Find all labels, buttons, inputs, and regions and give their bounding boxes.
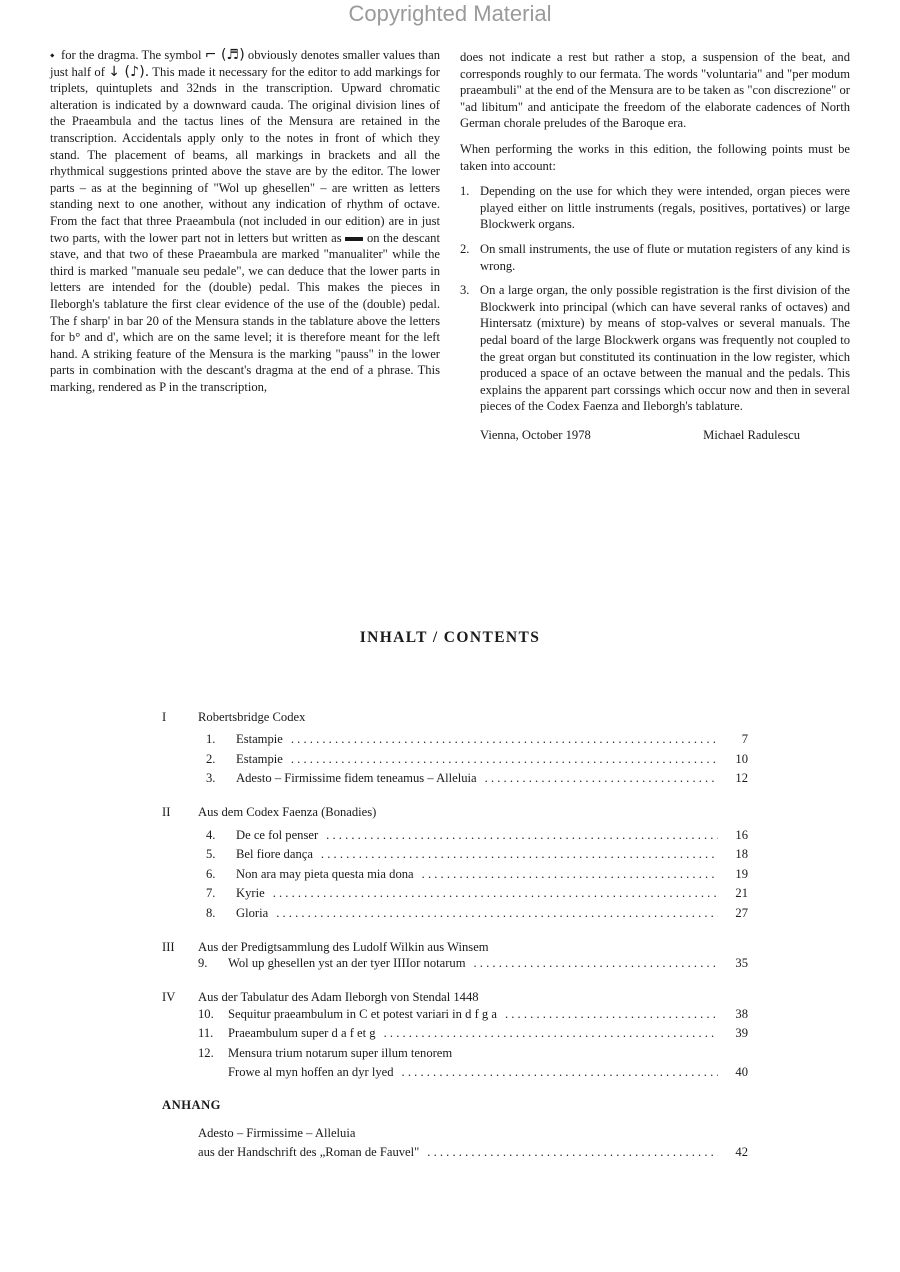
toc-entry[interactable]: 8. Gloria . . . 27: [162, 906, 748, 926]
toc-entry[interactable]: 5. Bel fiore dança . . . 18: [162, 847, 748, 867]
leader-dots: [291, 752, 718, 767]
beam-symbol-icon: [345, 237, 363, 241]
performance-points: [460, 183, 850, 415]
leader-dots: [291, 732, 718, 747]
signature: [460, 423, 800, 444]
paragraph-text-a: obviously denotes smaller values than just half of: [50, 48, 440, 79]
toc-section-4: [162, 989, 748, 1085]
signature-name: Michael Radulescu: [703, 427, 800, 442]
intro-left-column: [50, 47, 440, 404]
paragraph-text-prefix: for the dragma. The symbol: [61, 48, 202, 62]
point-item: 1. Depending on the use for which they were intended, organ pieces were played either on little instruments (regals, positives, portatives) or large Blockwerk organs.: [460, 184, 850, 232]
section-title: Robertsbridge Codex: [198, 709, 306, 724]
leader-dots: [326, 828, 718, 843]
paragraph-text-c: on the descant stave, and that two of these Praeambula are marked "manualiter" while the third is marked "manuale seu pedale", we can deduce that the lower parts in letters are intended for the (double) pedal. This makes the pieces in Ileborgh's tablature the first clear evidence of the use of the (double) pedal. The f sharp' in bar 20 of the Mensura stands in the tablature above the letters for b° and d', which are on the same level; it is therefore meant for the left hand. A striking feature of the Mensura is the marking "pauss" in the lower parts in combination with the descant's dragma at the end of a phrase. This marking, rendered as P in the transcription,: [50, 230, 440, 394]
section-title: Aus dem Codex Faenza (Bonadies): [198, 805, 377, 819]
section-heading: [162, 989, 748, 1007]
leader-dots: [273, 886, 718, 901]
toc-entry[interactable]: 2. Estampie . . . 10: [162, 752, 748, 772]
appendix-entry[interactable]: [162, 1126, 748, 1165]
toc-section-1: [162, 708, 748, 791]
toc-entry[interactable]: 3. Adesto – Firmissime fidem teneamus – Alleluia . . . 12: [162, 771, 748, 791]
appendix-title: Adesto – Firmissime – Alleluia: [198, 1125, 356, 1140]
toc-entry-continuation[interactable]: Frowe al myn hoffen an dyr lyed . . . 40: [162, 1065, 748, 1085]
copyright-watermark: Copyrighted Material: [348, 1, 552, 26]
toc-entry[interactable]: 10. Sequitur praeambulum in C et potest variari in d f g a . . . 38: [162, 1007, 748, 1027]
intro-paragraph: [50, 47, 440, 395]
performance-intro: When performing the works in this edition, the following points must be taken into account:: [460, 141, 850, 173]
toc-section-3: [162, 938, 748, 976]
section-numeral: III: [162, 939, 175, 954]
section-title: Aus der Tabulatur des Adam Ileborgh von Stendal 1448: [198, 990, 479, 1004]
dragma-bullet: ⬩: [50, 48, 62, 62]
section-heading: [162, 938, 748, 956]
contents-title: INHALT / CONTENTS: [359, 629, 541, 646]
leader-dots: [474, 956, 719, 971]
section-numeral: I: [162, 709, 167, 724]
toc-entry[interactable]: 7. Kyrie . . . 21: [162, 886, 748, 906]
leader-dots: [402, 1065, 718, 1080]
appendix-heading: ANHANG: [162, 1097, 221, 1112]
section-heading: [162, 804, 748, 822]
section-numeral: IV: [162, 990, 176, 1004]
toc-entry[interactable]: 1. Estampie . . . 7: [162, 732, 748, 752]
toc-section-2: [162, 804, 748, 926]
appendix: [162, 1098, 748, 1165]
leader-dots: [427, 1145, 718, 1160]
toc-entry[interactable]: 12. Mensura trium notarum super illum tenorem: [198, 1045, 453, 1060]
table-of-contents: [162, 708, 748, 1164]
leader-dots: [384, 1026, 718, 1041]
signature-place: Vienna, October 1978: [480, 427, 591, 442]
leader-dots: [276, 906, 718, 921]
toc-entry[interactable]: 11. Praeambulum super d a f et g . . . 39: [162, 1026, 748, 1046]
half-note-icon: ↓ (♪).: [108, 63, 150, 80]
intro-right-column: [460, 49, 850, 443]
leader-dots: [505, 1007, 718, 1022]
section-numeral: II: [162, 805, 171, 819]
appendix-source: aus der Handschrift des „Roman de Fauvel" . . . 42: [198, 1145, 748, 1165]
toc-entry[interactable]: 9. Wol up ghesellen yst an der tyer IIIIor notarum . . . 35: [162, 956, 748, 976]
point-item: 3. On a large organ, the only possible registration is the first division of the Blockwerk into principal (which can have several ranks of octaves) and Hintersatz (mixture) by means of stop-valves or several manuals. The pedal board of the large Blockwerk organs was frequently not coupled to the great organ but constituted its continuation in the low register, which produced a space of an octave between the manual and the pedals. This explains the apparent part corssings which occur now and then in several pieces of the Codex Faenza and Ileborgh's tablature.: [460, 283, 850, 414]
section-heading: [162, 708, 748, 726]
toc-entry[interactable]: 4. De ce fol penser . . . 16: [162, 828, 748, 848]
leader-dots: [422, 867, 718, 882]
leader-dots: [321, 847, 718, 862]
leader-dots: [485, 771, 718, 786]
toc-entry[interactable]: 6. Non ara may pieta questa mia dona . . . 19: [162, 867, 748, 887]
point-item: 2. On small instruments, the use of flute or mutation registers of any kind is wrong.: [460, 241, 850, 273]
symbol-note-icon: ⌐ (♬): [204, 47, 245, 63]
paragraph-text-b: This made it necessary for the editor to add markings for triplets, quintuplets and 32nds in the transcription. Upward chromatic alteration is indicated by a downward cauda. The original division lines of the Praeambula and the tactus lines of the Mensura are retained in the transcription. Accidentals apply only to the notes in front of which they stand. The placement of beams, all markings in brackets and all the rhythmical suggestions printed above the stave are by the editor. The lower parts – as at the beginning of "Wol up ghesellen" – are written as letters standing next to one another, without any indication of rhythm of octave. From the fact that three Praeambula (not included in our edition) are in just two parts, with the lower part not in letters but written as: [50, 64, 440, 245]
section-title: Aus der Predigtsammlung des Ludolf Wilkin aus Winsem: [198, 939, 489, 954]
fermata-paragraph: does not indicate a rest but rather a stop, a suspension of the beat, and corresponds roughly to our fermata. The words "voluntaria" and "per modum praeambuli" at the end of the Mensura are to be taken as "con discrezione" or "ad libitum" and anticipate the freedom of the elaborate cadences of North German chorale preludes of the Baroque era.: [460, 50, 850, 131]
